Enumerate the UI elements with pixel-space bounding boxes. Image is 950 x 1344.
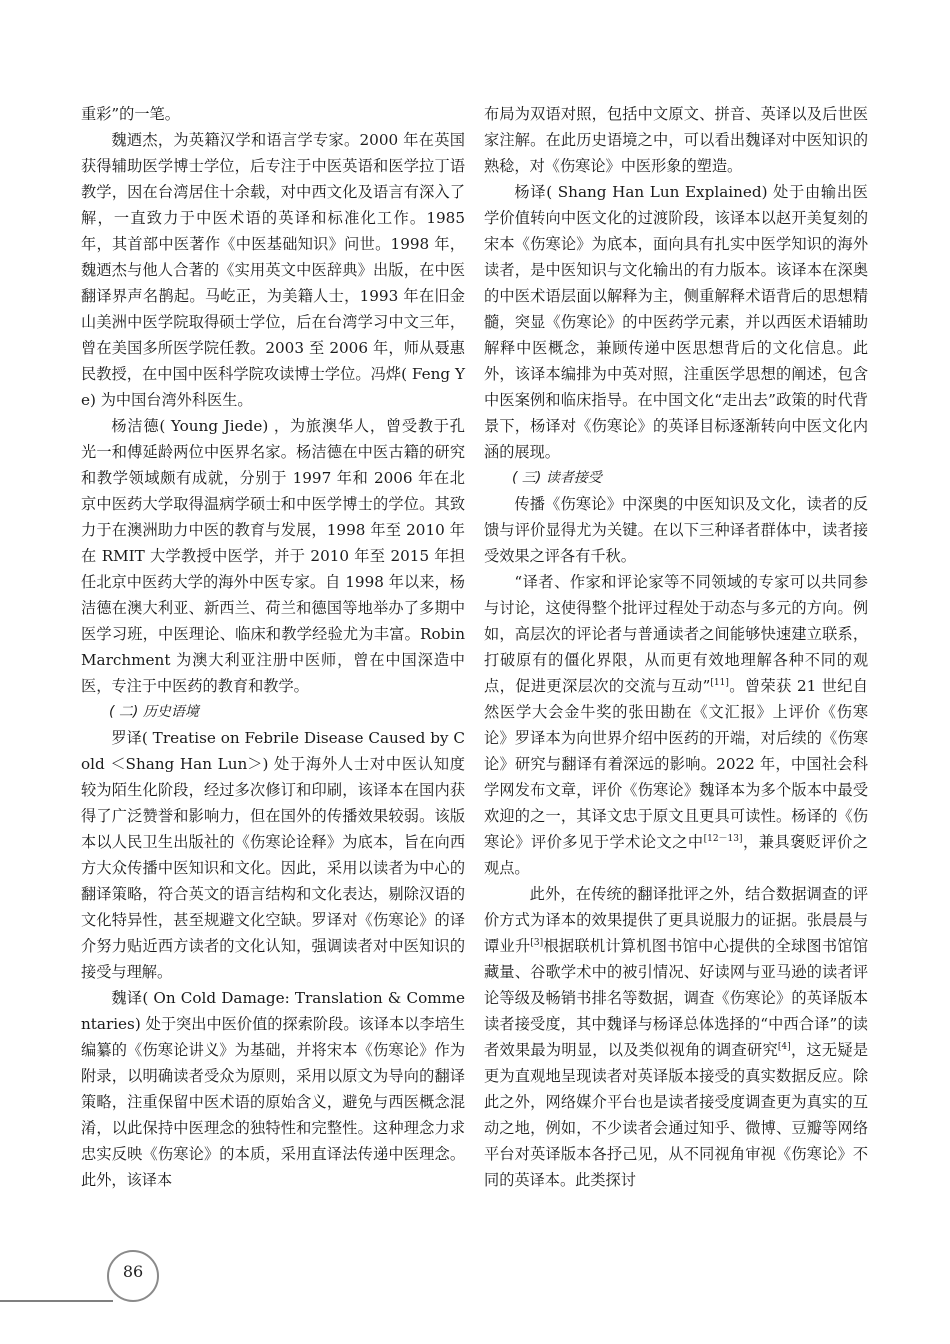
page-number: 86 <box>122 1262 144 1281</box>
paragraph-reception-intro: 传播《伤寒论》中深奥的中医知识及文化，读者的反馈与评价显得尤为关键。在以下三种译者群体中，读者接受效果之评各有千秋。 <box>484 495 868 565</box>
paragraph-text: 根据联机计算机图书馆中心提供的全球图书馆馆藏量、谷歌学术中的被引情况、好读网与亚马逊的读者评论等级及畅销书排名等数据，调查《伤寒论》的英译版本读者接受度，其中魏译与杨译总体选择的“中西合译”的读者效果最为明显，以及类似视角的调查研究 <box>484 937 868 1059</box>
paragraph-data-survey <box>484 881 868 1193</box>
citation-ref[interactable]: [11] <box>710 677 729 688</box>
paragraph-text: ，兼具褒贬评价之观点。 <box>484 833 869 877</box>
paragraph-text: 。曾荣获 21 世纪自然医学大会金牛奖的张田勘在《文汇报》上评价《伤寒论》罗译本为向世界介绍中医药的开端，对后续的《伤寒论》研究与翻译有着深远的影响。2022 年，中国社会科学网发布文章，评价《伤寒论》魏译本为多个版本中最受欢迎的之一，其译文忠于原文且更具可读性。杨译的《伤寒论》评价多见于学术论文之中 <box>484 677 868 851</box>
paragraph-luo-translation: 罗译( Treatise on Febrile Disease Caused by Cold ＜Shang Han Lun＞) 处于海外人士对中医认知度较为陌生化阶段，经过多次修订和印刷，该译本在国内获得了广泛赞誉和影响力，但在国外的传播效果较弱。该版本以人民卫生出版社的《伤寒论诠释》为底本，旨在向西方大众传播中医知识和文化。因此，采用以读者为中心的翻译策略，符合英文的语言结构和文化表达，剔除汉语的文化特异性，甚至规避文化空缺。罗译对《伤寒论》的译介努力贴近西方读者的文化认知，强调读者对中医知识的接受与理解。 <box>81 729 465 981</box>
paragraph-yang-jiede: 杨洁德( Young Jiede) ，为旅澳华人，曾受教于孔光一和傅延龄两位中医界名家。杨洁德在中医古籍的研究和教学领域颇有成就，分别于 1997 年和 2006 年在北京中医药大学取得温病学硕士和中医学博士的学位。其致力于在澳洲助力中医的教育与发展，1998 年至 2010 年在 RMIT 大学教授中医学，并于 2010 年至 2015 年担任北京中医药大学的海外中医专家。自 1998 年以来，杨洁德在澳大利亚、新西兰、荷兰和德国等地举办了多期中医学习班，中医理论、临床和教学经验尤为丰富。Robin Marchment 为澳大利亚注册中医师，曾在中国深造中医，专注于中医药的教育和教学。 <box>81 417 465 695</box>
citation-ref[interactable]: [4] <box>777 1041 791 1052</box>
section-heading-historical-context: ( 二) 历史语境 <box>109 704 199 720</box>
left-column <box>81 101 465 1193</box>
paragraph-yang-translation: 杨译( Shang Han Lun Explained) 处于由输出医学价值转向中医文化的过渡阶段，该译本以赵开美复刻的宋本《伤寒论》为底本，面向具有扎实中医学知识的海外读者，是中医知识与文化输出的有力版本。该译本在深奥的中医术语层面以解释为主，侧重解释术语背后的思想精髓，突显《伤寒论》的中医药学元素，并以西医术语辅助解释中医概念，兼顾传递中医思想背后的文化信息。此外，该译本编排为中英对照，注重医学思想的阐述，包含中医案例和临床指导。在中国文化“走出去”政策的时代背景下，杨译对《伤寒论》的英译目标逐渐转向中医文化内涵的展现。 <box>484 183 868 461</box>
paragraph-text: ，这无疑是更为直观地呈现读者对英译版本接受的真实数据反应。除此之外，网络媒介平台也是读者接受度调查更为真实的互动之地，例如，不少读者会通过知乎、微博、豆瓣等网络平台对英译版本各抒己见，从不同视角审视《伤寒论》不同的英译本。此类探讨 <box>484 1041 868 1189</box>
paragraph: 重彩”的一笔。 <box>81 105 180 123</box>
paragraph-wei-naijie: 魏迺杰，为英籍汉学和语言学专家。2000 年在英国获得辅助医学博士学位，后专注于中医英语和医学拉丁语教学，因在台湾居住十余载，对中西文化及语言有深入了解，一直致力于中医术语的英译和标准化工作。1985 年，其首部中医著作《中医基础知识》问世。1998 年，魏迺杰与他人合著的《实用英文中医辞典》出版，在中医翻译界声名鹊起。马屹正，为美籍人士，1993 年在旧金山美洲中医学院取得硕士学位，后在台湾学习中文三年，曾在美国多所医学院任教。2003 至 2006 年，师从聂惠民教授，在中国中医科学院攻读博士学位。冯烨( Feng Ye) 为中国台湾外科医生。 <box>81 131 465 409</box>
page-footer-line <box>0 1300 113 1302</box>
citation-ref[interactable]: [12－13] <box>703 833 743 844</box>
right-column <box>484 101 868 1193</box>
paragraph-text: “译者、作家和评论家等不同领域的专家可以共同参与讨论，这使得整个批评过程处于动态与多元的方向。例如，高层次的评论者与普通读者之间能够快速建立联系，打破原有的僵化界限，从而更有效地理解各种不同的观点，促进更深层次的交流与互动” <box>484 573 868 695</box>
paragraph-critics <box>484 569 868 881</box>
section-heading-reader-reception: ( 三) 读者接受 <box>512 470 602 486</box>
paragraph-text: 此外，在传统的翻译批评之外，结合数据调查的评价方式为译本的效果提供了更具说服力的证据。张晨晨与谭业升 <box>484 885 868 955</box>
paragraph-wei-translation: 魏译( On Cold Damage: Translation & Commentaries) 处于突出中医价值的探索阶段。该译本以李培生编纂的《伤寒论讲义》为基础，并将宋本《伤寒论》作为附录，以明确读者受众为原则，采用以原文为导向的翻译策略，注重保留中医术语的原始含义，避免与西医概念混淆，以此保持中医理念的独特性和完整性。这种理念力求忠实反映《伤寒论》的本质，采用直译法传递中医理念。此外，该译本 <box>81 989 465 1189</box>
paragraph: 布局为双语对照，包括中文原文、拼音、英译以及后世医家注解。在此历史语境之中，可以看出魏译对中医知识的熟稔，对《伤寒论》中医形象的塑造。 <box>484 105 868 175</box>
citation-ref[interactable]: [3] <box>530 937 544 948</box>
